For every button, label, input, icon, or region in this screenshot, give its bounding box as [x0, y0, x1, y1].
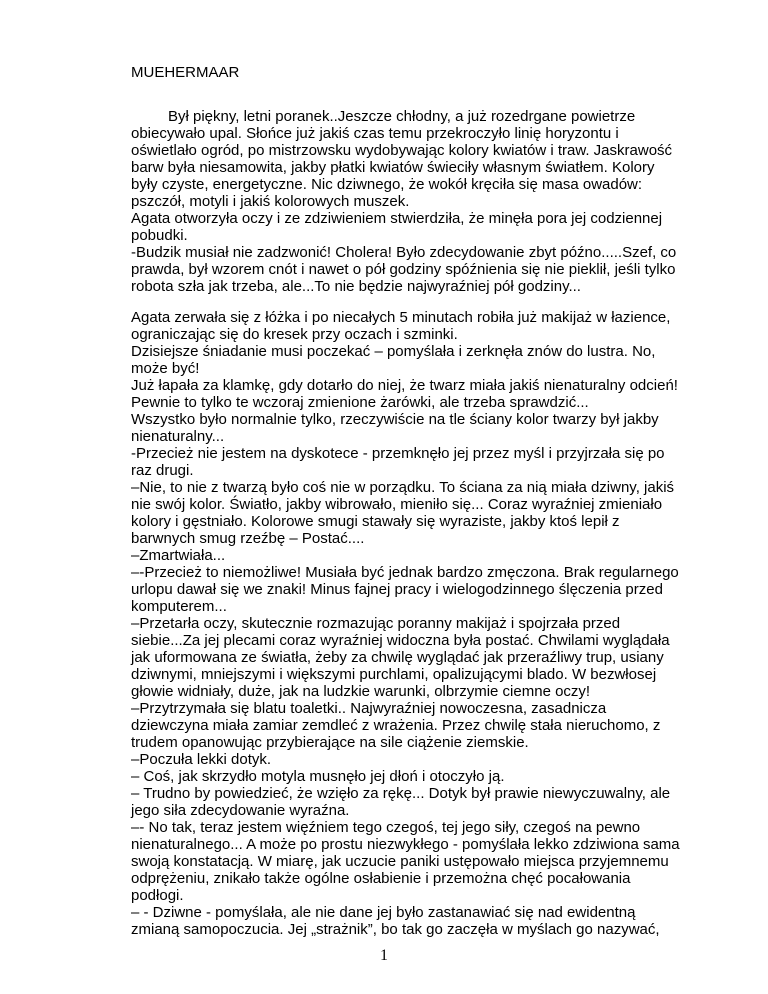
text-line: Agata otworzyła oczy i ze zdziwieniem stwierdziła, że minęła pora jej codziennej: [131, 210, 663, 227]
document-body: [131, 108, 691, 938]
text-line: –-Przecież to niemożliwe! Musiała być jednak bardzo zmęczona. Brak regularnego: [131, 564, 679, 581]
text-line: kolory i gęstniało. Kolorowe smugi stawały się wyraziste, jakby ktoś lepił z: [131, 513, 620, 530]
text-line: –Poczuła lekki dotyk.: [131, 751, 272, 768]
document-title: MUEHERMAAR: [131, 64, 240, 81]
text-line: nienaturalnego... A może po prostu niezwykłego - pomyślała lekko zdziwiona sama: [131, 836, 680, 853]
text-line: barw była niesamowita, jakby płatki kwiatów świeciły własnym światłem. Kolory: [131, 159, 655, 176]
text-line: –Przetarła oczy, skutecznie rozmazując poranny makijaż i spojrzała przed: [131, 615, 621, 632]
text-line: –- No tak, teraz jestem więźniem tego czegoś, tej jego siły, czegoś na pewno: [131, 819, 641, 836]
text-line: trudem opanowując przybierające na sile ciążenie ziemskie.: [131, 734, 529, 751]
text-line: może być!: [131, 360, 200, 377]
text-line: oświetlało ogród, po mistrzowsku wydobywając kolory kwiatów i traw. Jaskrawość: [131, 142, 673, 159]
text-line: siebie...Za jej plecami coraz wyraźniej widoczna była postać. Chwilami wyglądała: [131, 632, 670, 649]
text-line: dziewczyna miała zamiar zemdleć z wrażenia. Przez chwilę stała nieruchomo, z: [131, 717, 661, 734]
text-line: podłogi.: [131, 887, 184, 904]
text-line: jak uformowana ze światła, żeby za chwilę wyglądać jak przeraźliwy trup, usiany: [131, 649, 664, 666]
text-line: komputerem...: [131, 598, 227, 615]
text-line: robota szła jak trzeba, ale...To nie będzie najwyraźniej pół godziny...: [131, 278, 581, 295]
text-line: nienaturalny...: [131, 428, 225, 445]
text-line: Już łapała za klamkę, gdy dotarło do niej, że twarz miała jakiś nienaturalny odcień!: [131, 377, 678, 394]
text-line: -Przecież nie jestem na dyskotece - przemknęło jej przez myśl i przyjrzała się po: [131, 445, 665, 462]
text-line: Był piękny, letni poranek..Jeszcze chłodny, a już rozedrgane powietrze: [168, 108, 636, 125]
text-line: -Budzik musiał nie zadzwonić! Cholera! Było zdecydowanie zbyt późno.....Szef, co: [131, 244, 677, 261]
text-line: –Nie, to nie z twarzą było coś nie w porządku. To ściana za nią miała dziwny, jakiś: [131, 479, 675, 496]
text-line: pszczół, motyli i jakiś kolorowych muszek.: [131, 193, 410, 210]
text-line: Dzisiejsze śniadanie musi poczekać – pomyślała i zerknęła znów do lustra. No,: [131, 343, 656, 360]
text-line: barwnych smug rzeźbę – Postać....: [131, 530, 365, 547]
text-line: Agata zerwała się z łóżka i po niecałych 5 minutach robiła już makijaż w łazience,: [131, 309, 671, 326]
text-line: – Trudno by powiedzieć, że wzięło za rękę... Dotyk był prawie niewyczuwalny, ale: [131, 785, 671, 802]
text-line: ograniczając się do kresek przy oczach i szminki.: [131, 326, 458, 343]
page-number: 1: [380, 947, 388, 964]
text-line: pobudki.: [131, 227, 188, 244]
text-line: –Przytrzymała się blatu toaletki.. Najwyraźniej nowoczesna, zasadnicza: [131, 700, 607, 717]
text-line: prawda, był wzorem cnót i nawet o pół godziny spóźnienia się nie pieklił, jeśli tylko: [131, 261, 676, 278]
text-line: swoją konstatacją. W miarę, jak uczucie paniki ustępowało miejsca przyjemnemu: [131, 853, 669, 870]
text-line: nie swój kolor. Światło, jakby wibrowało, mieniło się... Coraz wyraźniej zmieniało: [131, 496, 663, 513]
text-line: zmianą samopoczucia. Jej „strażnik”, bo tak go zaczęła w myślach go nazywać,: [131, 921, 660, 938]
text-line: raz drugi.: [131, 462, 194, 479]
text-line: – Coś, jak skrzydło motyla musnęło jej dłoń i otoczyło ją.: [131, 768, 505, 785]
text-line: jego siła zdecydowanie wyraźna.: [131, 802, 350, 819]
text-line: odprężeniu, znikało także ogólne osłabienie i przemożna chęć pocałowania: [131, 870, 631, 887]
text-line: Wszystko było normalnie tylko, rzeczywiście na tle ściany kolor twarzy był jakby: [131, 411, 659, 428]
text-line: dziwnymi, mniejszymi i większymi purchlami, opalizującymi blado. W bezwłosej: [131, 666, 657, 683]
text-line: były czyste, energetyczne. Nic dziwnego, że wokół kręciła się masa owadów:: [131, 176, 643, 193]
text-line: obiecywało upal. Słońce już jakiś czas temu przekroczyło linię horyzontu i: [131, 125, 619, 142]
text-line: Pewnie to tylko te wczoraj zmienione żarówki, ale trzeba sprawdzić...: [131, 394, 589, 411]
text-line: głowie widniały, duże, jak na ludzkie warunki, olbrzymie ciemne oczy!: [131, 683, 591, 700]
text-line: –Zmartwiała...: [131, 547, 226, 564]
text-line: – - Dziwne - pomyślała, ale nie dane jej było zastanawiać się nad ewidentną: [131, 904, 636, 921]
text-line: urlopu dawał się we znaki! Minus fajnej pracy i wielogodzinnego ślęczenia przed: [131, 581, 663, 598]
